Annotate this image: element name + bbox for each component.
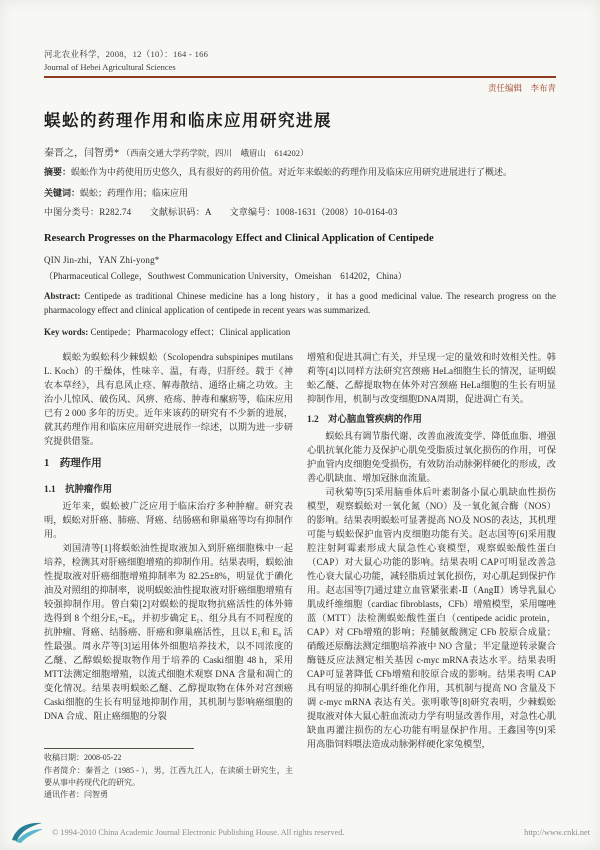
english-keywords: [44, 325, 556, 338]
footnote-bio: 作者简介：秦晋之（1985 - ），男，江西九江人，在读硕士研究生，主要从事中药现代化的研究。: [44, 765, 293, 788]
abstract-label: 摘要：: [44, 167, 72, 177]
abstract-text: 蜈蚣作为中药使用历史悠久，具有很好的药用价值。对近年来蜈蚣的药理作用及临床应用研究进展进行了概述。: [71, 167, 513, 177]
abstract-cn: [44, 166, 556, 180]
journal-name-en: Journal of Hebei Agricultural Sciences: [44, 62, 176, 72]
english-keywords-text: Centipede；Pharmacology effect；Clinical application: [90, 326, 291, 337]
cnki-url: http://www.cnki.net: [524, 827, 590, 837]
paragraph: 增殖和促进其凋亡有关，并呈现一定的量效和时效相关性。韩莉等[4]以同样方法研究宫颈癌 HeLa细胞生长的情况，证明蜈蚣乙醚、乙醇提取物在体外对宫颈癌 HeLa细胞的生长有明显抑制作用，机制与改变细胞DNA周期，促进凋亡有关。: [307, 351, 556, 404]
paragraph: 近年来，蜈蚣被广泛应用于临床治疗多种肿瘤。研究表明，蜈蚣对肝癌、肺癌、肾癌、结肠癌和卵巢癌等均有抑制作用。: [44, 500, 293, 539]
journal-header: [44, 48, 556, 94]
keywords-text: 蜈蚣；药理作用；临床应用: [80, 187, 189, 198]
journal-citation: 河北农业科学，2008，12（10）：164 - 166: [44, 49, 209, 59]
editor-credit: 责任编辑 李布青: [487, 83, 556, 93]
keywords-label: 关键词：: [44, 187, 81, 198]
english-abstract-text: Centipede as traditional Chinese medicine has a long history，it has a good medicinal value. The research progress on the pharmacology effect and clinical application of centipede in recent years was summarized.: [44, 291, 556, 315]
authors: 秦晋之，闫智勇*: [44, 148, 119, 159]
english-abstract: [44, 290, 556, 318]
english-authors: QIN Jin-zhi，YAN Zhi-yong*: [44, 255, 160, 265]
cnki-logo: [10, 820, 44, 844]
keywords-cn: [44, 187, 556, 201]
subsection-heading: 1.2 对心脑血管疾病的作用: [307, 414, 422, 425]
right-column: [307, 350, 556, 802]
footnote-divider: [44, 748, 194, 749]
english-title: Research Progresses on the Pharmacology Effect and Clinical Application of Centipede: [44, 233, 434, 244]
page-footer: [0, 820, 600, 844]
english-affiliation: （Pharmaceutical College，Southwest Communication University，Omeishan 614202，China）: [44, 271, 407, 281]
english-keywords-label: Key words:: [44, 326, 89, 337]
header-rule: [44, 76, 556, 78]
footnote-received: 收稿日期：2008-05-22: [44, 753, 122, 763]
copyright-text: © 1994-2010 China Academic Journal Electronic Publishing House. All rights reserved.: [52, 827, 345, 837]
author-line: [44, 144, 556, 159]
article-title: 蜈蚣的药理作用和临床应用研究进展: [44, 111, 332, 130]
section-heading: 1 药理作用: [44, 457, 102, 469]
body-columns: [44, 350, 556, 802]
paragraph: 蜈蚣为蜈蚣科少棘蜈蚣（Scolopendra subspinipes mutilans L. Koch）的干燥体，性味辛、温，有毒，归肝经。载于《神农本草经》，具有息风止痉、解毒散结、通络止痛之功效。主治小儿惊风、破伤风、风痹、疮疡、肿毒和瘰疬等，临床应用已有 2 000 多年的历史。近年来该药的研究有不少新的进展，就其药理作用和临床应用研究进展作一综述，以期为进一步研究提供借鉴。: [44, 351, 293, 446]
subsection-heading: 1.1 抗肿瘤作用: [44, 484, 112, 495]
footnote-block: [44, 745, 293, 802]
paragraph: 刘国清等[1]将蜈蚣油性提取液加入到肝癌细胞株中一起培养，检测其对肝癌细胞增殖的抑制作用。结果表明，蜈蚣油性提取液对肝癌细胞增殖抑制率为 82.25±8%，明显优于碘化油及对照组的抑制率，说明蜈蚣油性提取液对肝癌细胞增殖有较强抑制作用。曾白菊[2]对蜈蚣的提取物抗癌活性的体外筛选得到 8 个组分E₁~E₈，并初步确定 E₁、组分具有不同程度的抗肿瘤、肾癌、结肠癌、肝癌和卵巢癌活性，且以 E₁和 E₈ 活性最强。周永芹等[3]运用体外细胞培养技术，以不同浓度的乙醚、乙醇蜈蚣提取物作用于培养的 Caski细胞 48 h，采用 MTT法测定细胞增殖，以流式细胞术观察 DNA 含量和凋亡的变化情况。结果表明蜈蚣乙醚、乙醇提取物在体外对宫颈癌 Caski细胞的生长有明显地抑制作用，其机制与影响癌细胞的 DNA 合成、阻止癌细胞的分裂: [44, 542, 293, 721]
paragraph: 司秋菊等[5]采用脑垂体后叶素制备小鼠心肌缺血性损伤模型，观察蜈蚣对一氧化氮（NO）及一氧化氮合酶（NOS）的影响。结果表明蜈蚣可显著提高 NO及 NOS的表达，其机理可能与蜈蚣保护血管内皮细胞功能有关。赵志国等[6]采用腹腔注射阿霉素形成大鼠急性心衰模型，观察蜈蚣酸性蛋白（CAP）对大鼠心功能的影响。结果表明 CAP可明显改善急性心衰大鼠心功能，减轻脂质过氧化损伤，对心肌起到保护作用。赵志国等[7]通过建立血管紧张素-Ⅱ（AngⅡ）诱导乳鼠心肌成纤维细胞（cardiac fibroblasts，CFb）增殖模型，采用噻唑蓝（MTT）法检测蜈蚣酸性蛋白（centipede acidic protein，CAP）对 CFb增殖的影响；羟脯氨酸测定 CFb 胶原合成量；硝酸还原酶法测定细胞培养液中 NO 含量；半定量逆转录聚合酶链反应法测定相关基因 c-myc mRNA表达水平。结果表明 CAP可显著降低 CFb增殖和胶原合成的影响。结果表明 CAP具有明显的抑制心肌纤维化作用，其机制与提高 NO 含量及下调 c-myc mRNA 表达有关。张明歌等[8]研究表明，少棘蜈蚣提取液对体大鼠心脏血流动力学有明显改善作用，对急性心肌缺血再灌注损伤的左心功能有明显保护作用。王鑫国等[9]采用高脂饲料喂法造成动脉粥样硬化家兔模型，: [307, 486, 556, 749]
english-abstract-label: Abstract:: [44, 291, 81, 301]
affiliation: （西南交通大学药学院，四川 峨眉山 614202）: [121, 148, 309, 158]
paragraph: 蜈蚣具有调节脂代谢、改善血液流变学、降低血脂、增强心肌抗氧化能力及保护心肌免受脂质过氧化损伤的作用，可保护血管内皮细胞免受损伤，有效防治动脉粥样硬化的形成，改善心肌缺血、增加冠脉血流量。: [307, 430, 556, 483]
footnote-corresponding: 通讯作者：闫智勇: [44, 790, 108, 800]
clc-line: 中图分类号：R282.74 文献标识码：A 文章编号：1008-1631（2008）10-0164-03: [44, 207, 398, 217]
left-column: [44, 350, 293, 802]
